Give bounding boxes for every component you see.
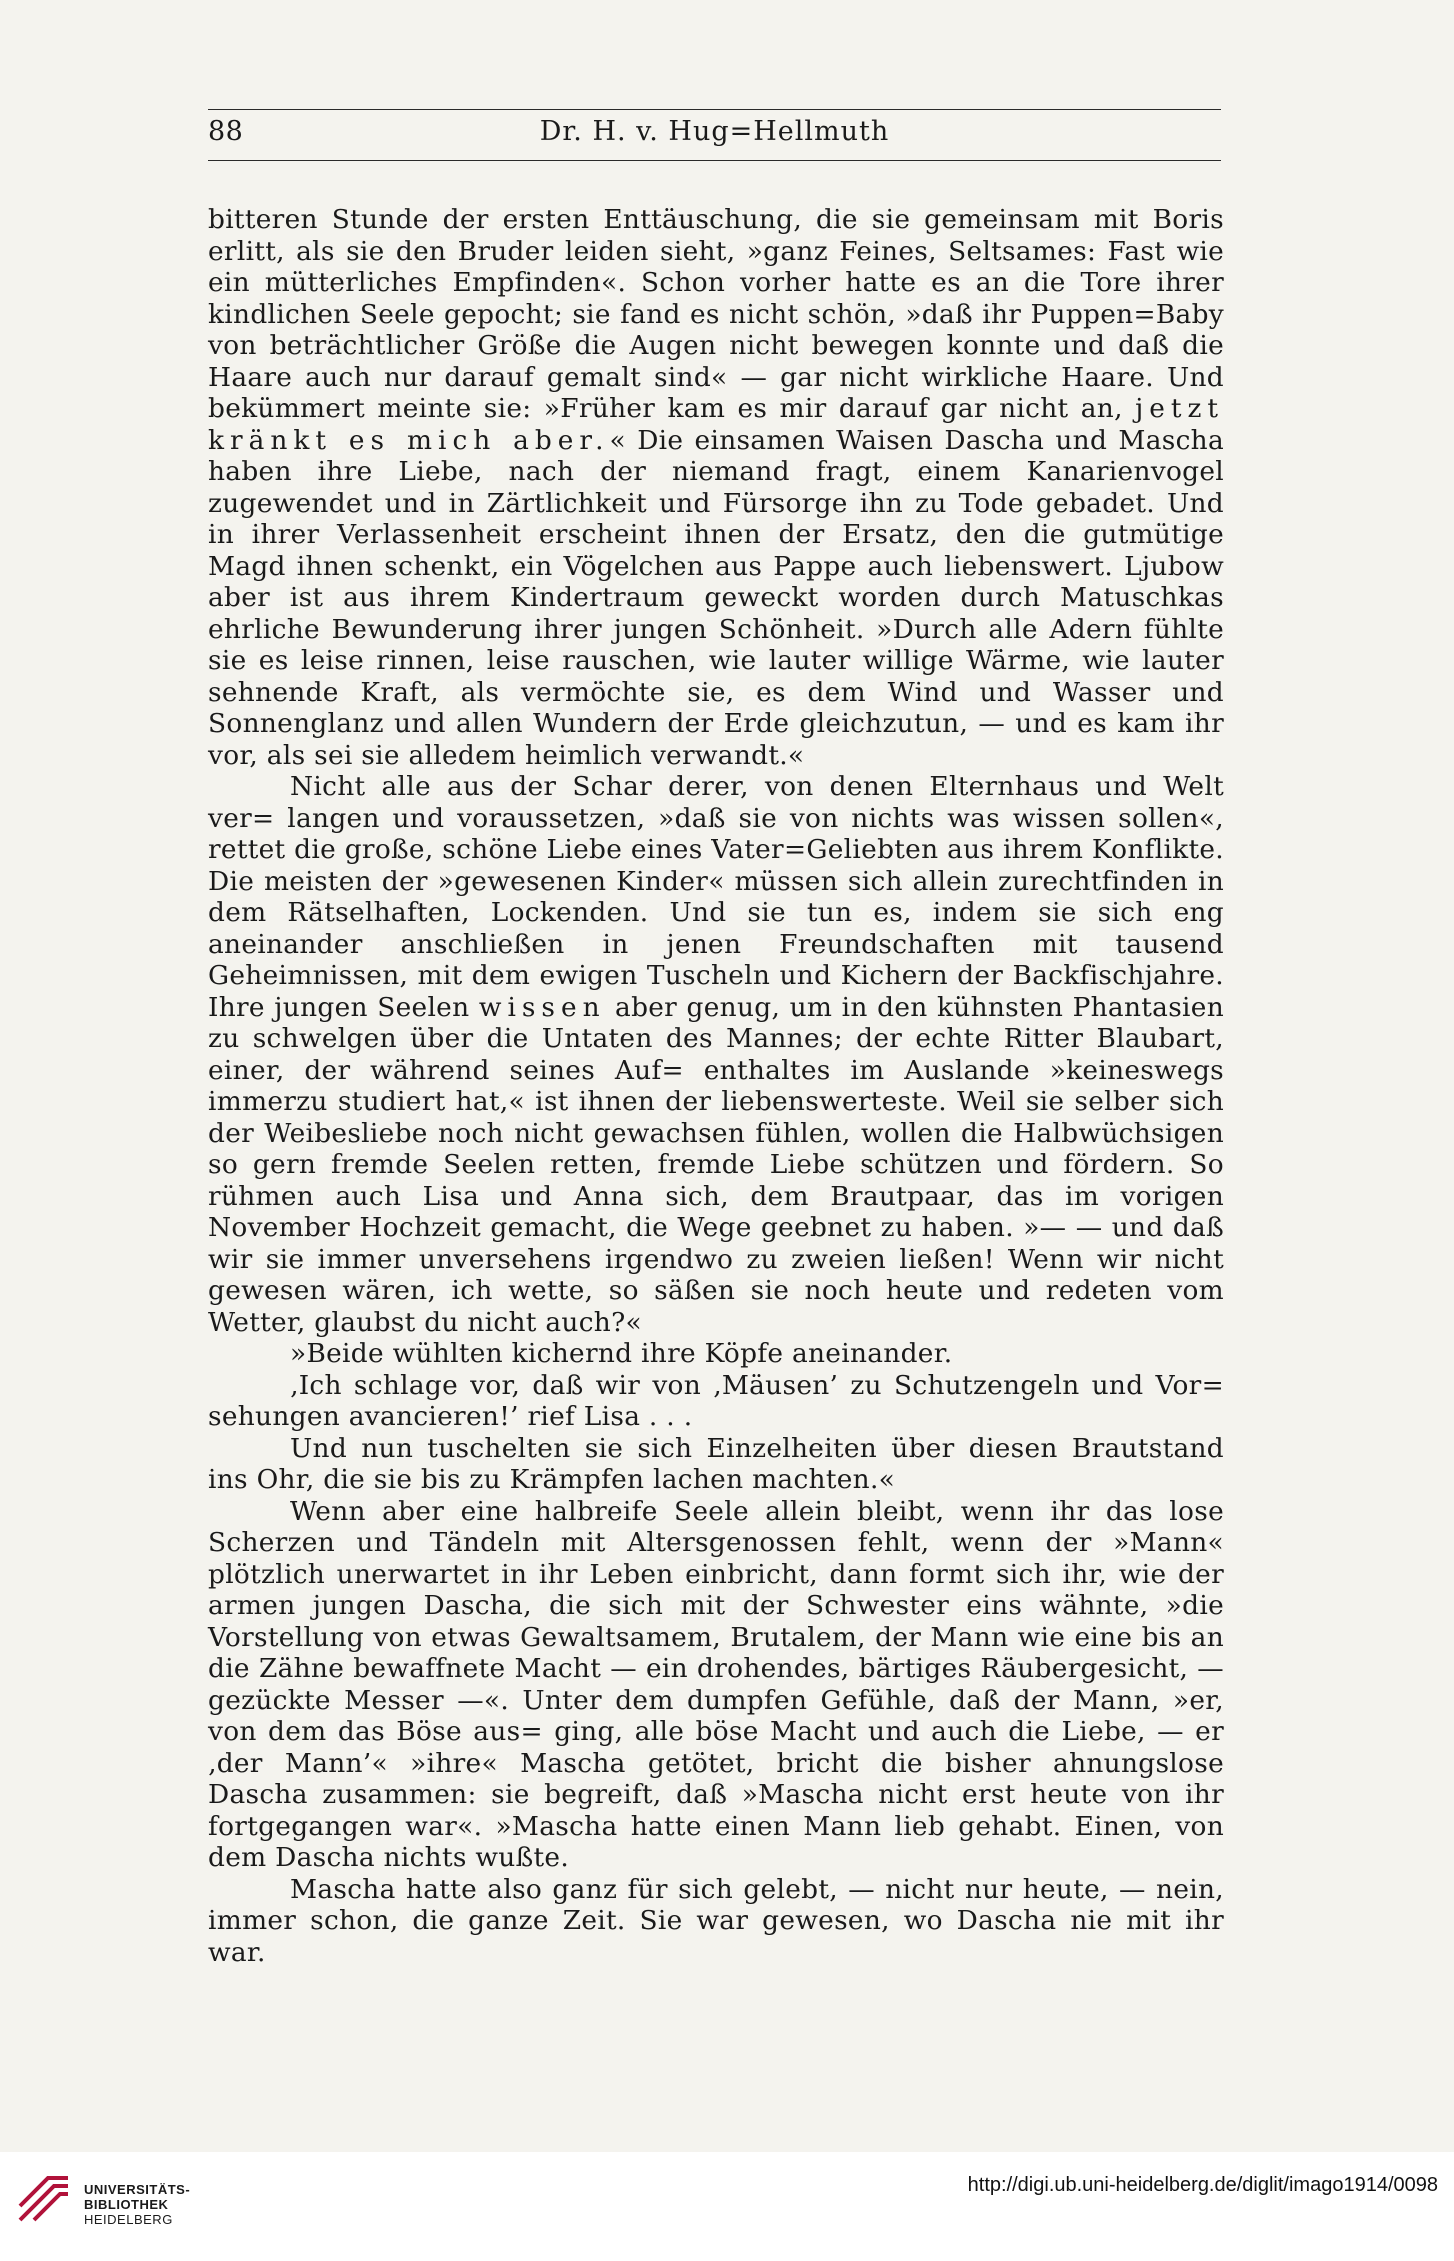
ub-heidelberg-logo-icon: [14, 2166, 74, 2226]
body-paragraph: [208, 1370, 1224, 1433]
library-name-line1: UNIVERSITÄTS-: [84, 2182, 191, 2197]
library-name: [84, 2182, 190, 2227]
library-name-line3: HEIDELBERG: [84, 2212, 173, 2227]
paragraph-text: »Beide wühlten kichernd ihre Köpfe aneinander.: [290, 1338, 953, 1369]
source-url-link[interactable]: http://digi.ub.uni-heidelberg.de/diglit/imago1914/0098: [967, 2174, 1438, 2196]
body-paragraph: [208, 1874, 1224, 1969]
body-paragraph: [208, 1496, 1224, 1874]
body-paragraph: [208, 771, 1224, 1338]
paragraph-text: Mascha hatte also ganz für sich gelebt, — nicht nur heute, — nein, immer schon, die ganze Zeit. Sie war gewesen, wo Dascha nie mit ihr war.: [208, 1873, 1224, 1968]
footer-bar: [0, 2152, 1454, 2261]
paragraph-text: bitteren Stunde der ersten Enttäuschung, die sie gemeinsam mit Boris erlitt, als sie den Bruder leiden sieht, »ganz Feines, Seltsames: Fast wie ein mütterliches Empfinden«. Schon vorher hatte es an die Tore ihrer kindlichen Seele gepocht; sie fand es nicht schön, »daß ihr Puppen=Baby von beträchtlicher Größe die Augen nicht bewegen konnte und daß die Haare auch nur darauf gemalt sind« — gar nicht wirkliche Haare. Und bekümmert meinte sie: »Früher kam es mir darauf gar nicht an,: [208, 204, 1224, 424]
body-text: [208, 204, 1224, 1968]
emphasis-spaced-text: jetzt kränkt es mich aber.: [208, 393, 1224, 456]
paragraph-text: aber genug, um in den kühnsten Phantasien zu schwelgen über die Untaten des Mannes; der echte Ritter Blaubart, einer, der während seines Auf= enthaltes im Auslande »keineswegs immerzu studiert hat,« ist ihnen der liebenswerteste. Weil sie selber sich der Weibesliebe noch nicht gewachsen fühlen, wollen die Halbwüchsigen so gern fremde Seelen retten, fremde Liebe schützen und fördern. So rühmen auch Lisa und Anna sich, dem Brautpaar, das im vorigen November Hochzeit gemacht, die Wege geebnet zu haben. »— — und daß wir sie immer unversehens irgendwo zu zweien ließen! Wenn wir nicht gewesen wären, ich wette, so säßen sie noch heute und redeten vom Wetter, glaubst du nicht auch?«: [208, 991, 1225, 1338]
header-rule-top: [208, 109, 1221, 110]
paragraph-text: Nicht alle aus der Schar derer, von denen Elternhaus und Welt ver= langen und voraussetzen, »daß sie von nichts was wissen sollen«, rettet die große, schöne Liebe eines Vater=Geliebten aus ihrem Konflikte. Die meisten der »gewesenen Kinder« müssen sich allein zurechtfinden in dem Rätselhaften, Lockenden. Und sie tun es, indem sie sich eng aneinander anschließen in jenen Freundschaften mit tausend Geheimnissen, mit dem ewigen Tuscheln und Kichern der Backfischjahre. Ihre jungen Seelen: [208, 771, 1224, 1023]
header-rule-bottom: [208, 160, 1221, 161]
paragraph-text: « Die einsamen Waisen Dascha und Mascha haben ihre Liebe, nach der niemand fragt, einem Kanarienvogel zugewendet und in Zärtlichkeit und Fürsorge ihn zu Tode gebadet. Und in ihrer Verlassenheit erscheint ihnen der Ersatz, den die gutmütige Magd ihnen schenkt, ein Vögelchen aus Pappe auch liebenswert. Ljubow aber ist aus ihrem Kindertraum geweckt worden durch Matuschkas ehrliche Bewunderung ihrer jungen Schönheit. »Durch alle Adern fühlte sie es leise rinnen, leise rauschen, wie lauter willige Wärme, wie lauter sehnende Kraft, als vermöchte sie, es dem Wind und Wasser und Sonnenglanz und allen Wundern der Erde gleichzutun, — und es kam ihr vor, als sei sie alledem heimlich verwandt.«: [208, 424, 1224, 771]
body-paragraph: [208, 1338, 1224, 1370]
body-paragraph: [208, 204, 1224, 771]
paragraph-text: Wenn aber eine halbreife Seele allein bleibt, wenn ihr das lose Scherzen und Tändeln mit Altersgenossen fehlt, wenn der »Mann« plötzlich unerwartet in ihr Leben einbricht, dann formt sich ihr, wie der armen jungen Dascha, die sich mit der Schwester eins wähnte, »die Vorstellung von etwas Gewaltsamem, Brutalem, der Mann wie eine bis an die Zähne bewaffnete Macht — ein drohendes, bärtiges Räubergesicht, — gezückte Messer —«. Unter dem dumpfen Gefühle, daß der Mann, »er, von dem das Böse aus= ging, alle böse Macht und auch die Liebe, — er ‚der Mann’« »ihre« Mascha getötet, bricht die bisher ahnungslose Dascha zusammen: sie begreift, daß »Mascha nicht erst heute von ihr fortgegangen war«. »Mascha hatte einen Mann lieb gehabt. Einen, von dem Dascha nichts wußte.: [208, 1495, 1224, 1873]
page-number: 88: [208, 116, 244, 147]
paragraph-text: Und nun tuschelten sie sich Einzelheiten über diesen Brautstand ins Ohr, die sie bis zu Krämpfen lachen machten.«: [208, 1432, 1224, 1495]
running-title: Dr. H. v. Hug=Hellmuth: [539, 116, 890, 147]
paragraph-text: ‚Ich schlage vor, daß wir von ‚Mäusen’ zu Schutzengeln und Vor= sehungen avancieren!’ rief Lisa . . .: [208, 1369, 1224, 1432]
library-name-line2: BIBLIOTHEK: [84, 2197, 169, 2212]
body-paragraph: [208, 1433, 1224, 1496]
emphasis-spaced-text: wissen: [478, 991, 606, 1023]
